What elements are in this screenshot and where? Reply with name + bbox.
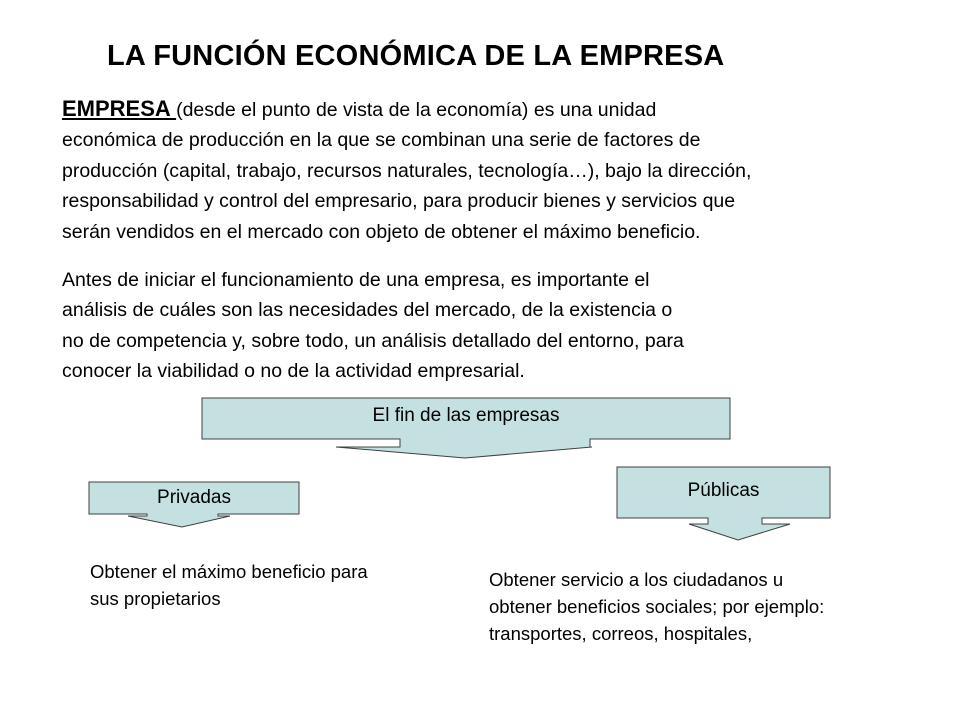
analysis-line-3: no de competencia y, sobre todo, un análisis detallado del entorno, para	[62, 329, 684, 352]
privadas-result-line-2: sus propietarios	[90, 588, 221, 609]
privadas-result	[90, 558, 470, 612]
privadas-result-line-1: Obtener el máximo beneficio para	[90, 561, 368, 582]
publicas-result-line-3: transportes, correos, hospitales,	[489, 623, 753, 644]
definition-line-3: producción (capital, trabajo, recursos naturales, tecnología…), bajo la dirección,	[62, 159, 752, 182]
definition-line-4: responsabilidad y control del empresario, para producir bienes y servicios que	[62, 190, 736, 213]
publicas-callout-box	[617, 467, 830, 540]
analysis-line-1: Antes de iniciar el funcionamiento de una empresa, es importante el	[62, 269, 650, 291]
definition-line-1: (desde el punto de vista de la economía) es una unidad	[176, 99, 657, 121]
slide-title: LA FUNCIÓN ECONÓMICA DE LA EMPRESA	[107, 40, 725, 72]
publicas-result-line-1: Obtener servicio a los ciudadanos u	[489, 569, 784, 590]
analysis-line-2: análisis de cuáles son las necesidades del mercado, de la existencia o	[62, 299, 673, 322]
definition-line-5: serán vendidos en el mercado con objeto de obtener el máximo beneficio.	[62, 220, 701, 243]
privadas-label: Privadas	[157, 487, 231, 508]
definition-line-2: económica de producción en la que se combinan una serie de factores de	[62, 129, 701, 152]
root-label: El fin de las empresas	[372, 405, 560, 426]
definition-term: EMPRESA	[62, 96, 177, 121]
analysis-line-4: conocer la viabilidad o no de la actividad empresarial.	[62, 360, 525, 383]
publicas-result	[489, 566, 949, 647]
publicas-result-line-2: obtener beneficios sociales; por ejemplo:	[489, 596, 825, 617]
publicas-label: Públicas	[687, 480, 760, 501]
